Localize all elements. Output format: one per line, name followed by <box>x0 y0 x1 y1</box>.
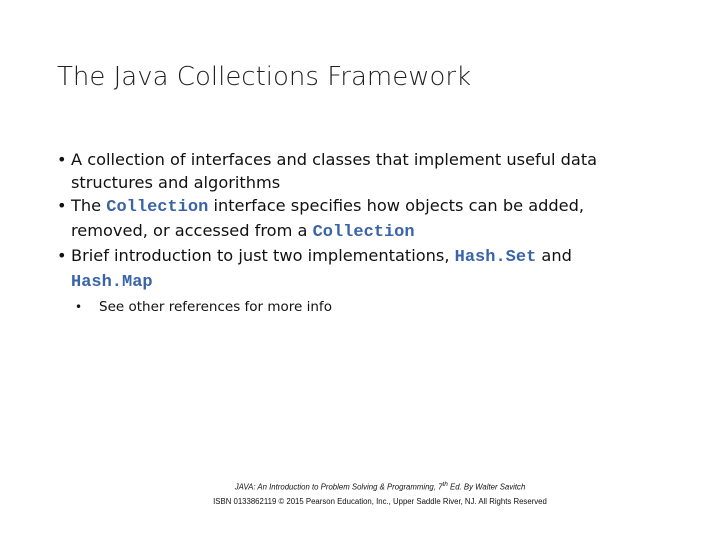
bullet-text-cont: structures and algorithms <box>71 173 281 192</box>
code-term: Collection <box>106 198 209 217</box>
footer-line-1: JAVA: An Introduction to Problem Solving & Programming, 7th Ed. By Walter Savitch <box>234 481 526 492</box>
bullet-text: Brief introduction to just two implementations, <box>71 246 455 265</box>
bullet-text: A collection of interfaces and classes that implement useful data <box>71 150 598 169</box>
slide-title: The Java Collections Framework <box>57 62 472 92</box>
sub-bullet-dot-icon: • <box>75 300 83 314</box>
bullet-text: interface specifies how objects can be added, <box>208 196 585 215</box>
bullet-dot-icon: • <box>57 150 67 169</box>
sub-bullet-text: See other references for more info <box>99 299 332 315</box>
code-term: Collection <box>312 223 415 242</box>
bullet-text-cont <box>71 269 677 294</box>
bullet-dot-icon: • <box>57 246 67 265</box>
bullet-item <box>57 194 677 244</box>
code-term: Hash.Set <box>454 248 537 267</box>
bullet-list <box>57 148 677 317</box>
bullet-item <box>57 148 677 194</box>
bullet-text-cont <box>71 219 677 244</box>
bullet-text: The <box>71 196 107 215</box>
bullet-item <box>57 244 677 294</box>
sub-bullet-item <box>75 297 677 317</box>
slide-footer <box>0 478 720 509</box>
bullet-text: and <box>536 246 572 265</box>
bullet-dot-icon: • <box>57 196 67 215</box>
code-term: Hash.Map <box>71 273 153 292</box>
bullet-text: removed, or accessed from a <box>71 221 313 240</box>
footer-line-2: ISBN 0133862119 © 2015 Pearson Education, Inc., Upper Saddle River, NJ. All Rights Reserved <box>213 496 547 506</box>
